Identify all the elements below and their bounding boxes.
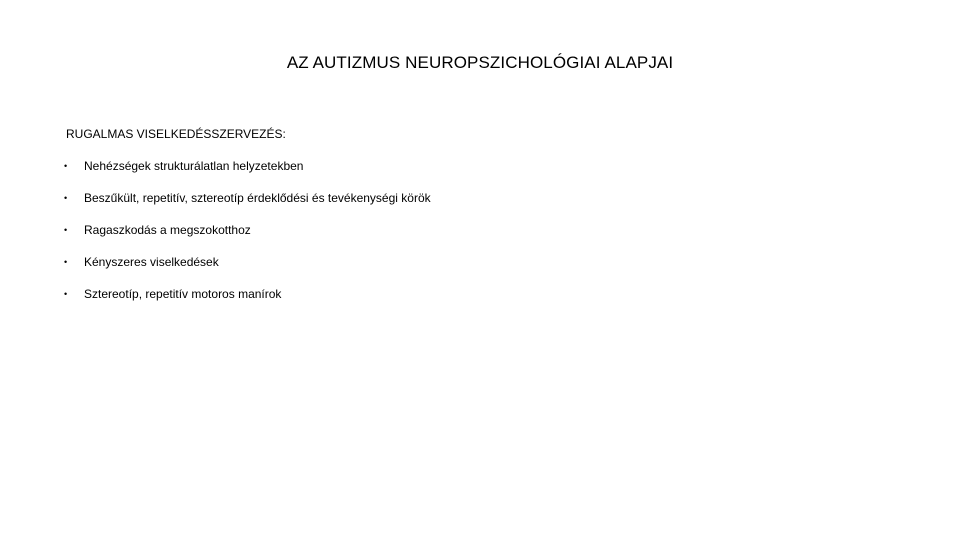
bullet-text: Sztereotíp, repetitív motoros manírok: [84, 287, 282, 301]
bullet-text: Nehézségek strukturálatlan helyzetekben: [84, 159, 304, 173]
bullet-list: [62, 158, 431, 318]
bullet-text: Beszűkült, repetitív, sztereotíp érdeklődési és tevékenységi körök: [84, 191, 431, 205]
bullet-icon: •: [64, 193, 68, 203]
bullet-text: Ragaszkodás a megszokotthoz: [84, 223, 251, 237]
bullet-item: [62, 222, 431, 238]
bullet-icon: •: [64, 161, 68, 171]
bullet-item: [62, 286, 431, 302]
bullet-icon: •: [64, 257, 68, 267]
bullet-item: [62, 254, 431, 270]
section-heading: RUGALMAS VISELKEDÉSSZERVEZÉS:: [66, 127, 286, 141]
bullet-item: [62, 158, 431, 174]
bullet-icon: •: [64, 225, 68, 235]
slide-title: AZ AUTIZMUS NEUROPSZICHOLÓGIAI ALAPJAI: [286, 53, 674, 72]
bullet-icon: •: [64, 289, 68, 299]
bullet-text: Kényszeres viselkedések: [84, 255, 219, 269]
bullet-item: [62, 190, 431, 206]
